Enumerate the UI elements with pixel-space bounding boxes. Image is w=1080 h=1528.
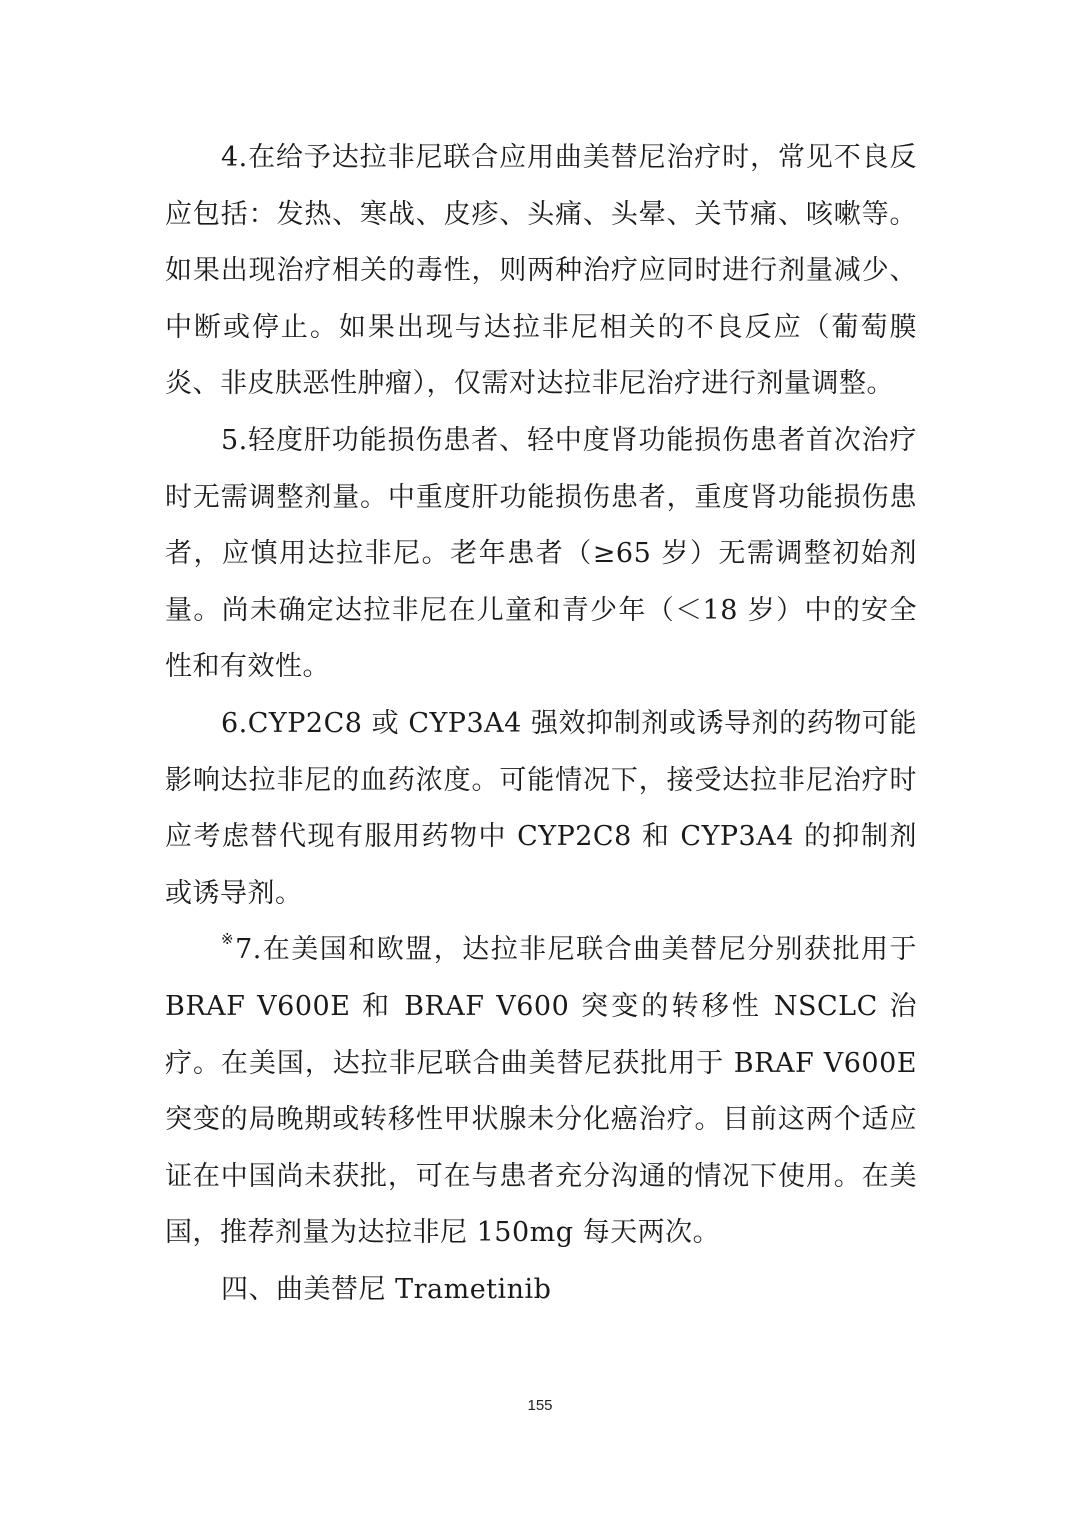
paragraph-item-7-text: 7.在美国和欧盟，达拉非尼联合曲美替尼分别获批用于 BRAF V600E 和 BRAF V600 突变的转移性 NSCLC 治疗。在美国，达拉非尼联合曲美替尼获批用于 BRAF V600E 突变的局晚期或转移性甲状腺未分化癌治疗。目前这两个适应证在中国尚未获批，可在与患者充分沟通的情况下使用。在美国，推荐剂量为达拉非尼 150mg 每天两次。 — [165, 934, 917, 1249]
reference-mark: ※ — [221, 930, 236, 949]
paragraph-item-4: 4.在给予达拉非尼联合应用曲美替尼治疗时，常见不良反应包括：发热、寒战、皮疹、头痛、头晕、关节痛、咳嗽等。如果出现治疗相关的毒性，则两种治疗应同时进行剂量减少、中断或停止。如果出现与达拉非尼相关的不良反应（葡萄膜炎、非皮肤恶性肿瘤），仅需对达拉非尼治疗进行剂量调整。 — [165, 142, 917, 400]
paragraph-item-5: 5.轻度肝功能损伤患者、轻中度肾功能损伤患者首次治疗时无需调整剂量。中重度肝功能损伤患者，重度肾功能损伤患者，应慎用达拉非尼。老年患者（≥65 岁）无需调整初始剂量。尚未确定达拉非尼在儿童和青少年（＜18 岁）中的安全性和有效性。 — [165, 424, 917, 683]
paragraph-item-6: 6.CYP2C8 或 CYP3A4 强效抑制剂或诱导剂的药物可能影响达拉非尼的血药浓度。可能情况下，接受达拉非尼治疗时应考虑替代现有服用药物中 CYP2C8 和 CYP3A4 的抑制剂或诱导剂。 — [165, 707, 917, 909]
document-body — [165, 130, 917, 1318]
paragraph-item-7 — [165, 922, 917, 1262]
page-number: 155 — [527, 1397, 553, 1414]
section-heading: 四、曲美替尼 Trametinib — [221, 1273, 552, 1305]
